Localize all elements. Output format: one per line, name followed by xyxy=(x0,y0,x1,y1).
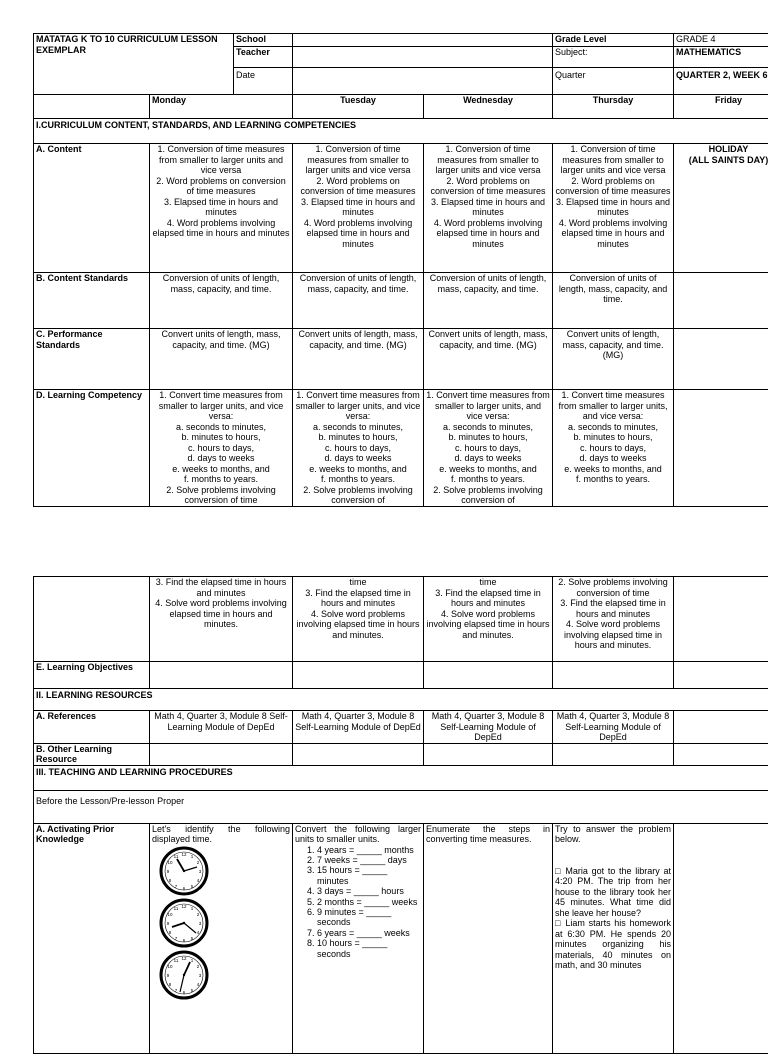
school-label: School xyxy=(234,34,293,47)
svg-text:8: 8 xyxy=(169,930,172,935)
learning-objectives-wednesday xyxy=(424,662,553,689)
activating-friday xyxy=(674,823,768,1053)
section-1-heading: I.CURRICULUM CONTENT, STANDARDS, AND LEARNING COMPETENCIES xyxy=(34,119,768,144)
content-standards-monday: Conversion of units of length, mass, capacity, and time. xyxy=(150,273,293,329)
content-wednesday: 1. Conversion of time measures from smaller to larger units and vice versa 2. Word problems on conversion of time measures 3. Elapsed time in hours and minutes 4. Word problems involving elapsed time in hours and minutes xyxy=(424,144,553,273)
svg-text:3: 3 xyxy=(199,869,202,874)
grade-level-value: GRADE 4 xyxy=(674,34,768,47)
activating-wednesday: Enumerate the steps in converting time measures. xyxy=(424,823,553,1053)
day-wednesday: Wednesday xyxy=(424,95,553,119)
grade-level-label: Grade Level xyxy=(553,34,674,47)
svg-text:2: 2 xyxy=(197,964,200,969)
learning-objectives-label: E. Learning Objectives xyxy=(34,662,150,689)
svg-text:2: 2 xyxy=(197,912,200,917)
svg-text:7: 7 xyxy=(175,884,178,889)
clock-icon xyxy=(154,846,214,896)
learning-competency-friday xyxy=(674,390,768,507)
before-lesson-heading: Before the Lesson/Pre-lesson Proper xyxy=(34,790,768,823)
other-resources-monday xyxy=(150,743,293,765)
exercise-item: 2. 7 weeks = _____ days xyxy=(317,855,421,865)
other-resources-tuesday xyxy=(293,743,424,765)
content-standards-thursday: Conversion of units of length, mass, capacity, and time. xyxy=(553,273,674,329)
content-monday: 1. Conversion of time measures from smaller to larger units and vice versa 2. Word problems on conversion of time measures 3. Elapsed time in hours and minutes 4. Word problems involving elapsed time in hours and minutes xyxy=(150,144,293,273)
svg-text:3: 3 xyxy=(199,921,202,926)
activating-thursday-prompt: Try to answer the problem below. xyxy=(555,824,671,845)
svg-text:7: 7 xyxy=(175,988,178,993)
learning-objectives-tuesday xyxy=(293,662,424,689)
references-friday xyxy=(674,711,768,744)
svg-text:9: 9 xyxy=(167,973,170,978)
svg-text:10: 10 xyxy=(167,964,173,969)
svg-text:1: 1 xyxy=(191,854,194,859)
performance-standards-tuesday: Convert units of length, mass, capacity, and time. (MG) xyxy=(293,329,424,390)
content-standards-label: B. Content Standards xyxy=(34,273,150,329)
day-monday: Monday xyxy=(150,95,293,119)
performance-standards-wednesday: Convert units of length, mass, capacity, and time. (MG) xyxy=(424,329,553,390)
other-resources-thursday xyxy=(553,743,674,765)
exercise-item: 3. 15 hours = _____ minutes xyxy=(317,865,421,886)
svg-text:11: 11 xyxy=(174,906,179,911)
section-2-heading: II. LEARNING RESOURCES xyxy=(34,689,768,711)
svg-text:2: 2 xyxy=(197,860,200,865)
days-corner xyxy=(34,95,150,119)
svg-text:9: 9 xyxy=(167,869,170,874)
svg-text:5: 5 xyxy=(191,988,194,993)
quarter-label: Quarter xyxy=(553,68,674,95)
continued-tuesday: time 3. Find the elapsed time in hours and minutes 4. Solve word problems involving elapsed time in hours and minutes. xyxy=(293,577,424,662)
svg-text:6: 6 xyxy=(183,938,186,943)
svg-text:6: 6 xyxy=(183,886,186,891)
section-3-heading: III. TEACHING AND LEARNING PROCEDURES xyxy=(34,765,768,790)
subject-label: Subject: xyxy=(553,47,674,68)
day-thursday: Thursday xyxy=(553,95,674,119)
day-tuesday: Tuesday xyxy=(293,95,424,119)
references-wednesday: Math 4, Quarter 3, Module 8 Self-Learning Module of DepEd xyxy=(424,711,553,744)
content-tuesday: 1. Conversion of time measures from smaller to larger units and vice versa 2. Word problems on conversion of time measures 3. Elapsed time in hours and minutes 4. Word problems involving elapsed time in hours and minutes xyxy=(293,144,424,273)
teacher-value[interactable] xyxy=(293,47,553,68)
svg-text:10: 10 xyxy=(167,860,173,865)
activating-label: A. Activating Prior Knowledge xyxy=(34,823,150,1053)
activating-tuesday xyxy=(293,823,424,1053)
svg-text:4: 4 xyxy=(197,878,200,883)
svg-text:4: 4 xyxy=(197,930,200,935)
continued-friday xyxy=(674,577,768,662)
clock-display-list xyxy=(152,846,290,1000)
svg-text:8: 8 xyxy=(169,982,172,987)
exercise-item: 5. 2 months = _____ weeks xyxy=(317,897,421,907)
performance-standards-label: C. Performance Standards xyxy=(34,329,150,390)
content-standards-tuesday: Conversion of units of length, mass, capacity, and time. xyxy=(293,273,424,329)
doc-title: MATATAG K TO 10 CURRICULUM LESSON EXEMPLAR xyxy=(34,34,234,95)
content-friday-holiday: HOLIDAY (ALL SAINTS DAY) xyxy=(674,144,768,273)
continued-wednesday: time 3. Find the elapsed time in hours and minutes 4. Solve word problems involving elapsed time in hours and minutes. xyxy=(424,577,553,662)
references-thursday: Math 4, Quarter 3, Module 8 Self-Learning Module of DepEd xyxy=(553,711,674,744)
learning-competency-label: D. Learning Competency xyxy=(34,390,150,507)
svg-text:12: 12 xyxy=(181,956,187,961)
content-label: A. Content xyxy=(34,144,150,273)
date-label: Date xyxy=(234,68,293,95)
clock-icon xyxy=(154,950,214,1000)
exercise-item: 4. 3 days = _____ hours xyxy=(317,886,421,896)
svg-text:5: 5 xyxy=(191,936,194,941)
performance-standards-thursday: Convert units of length, mass, capacity, and time. (MG) xyxy=(553,329,674,390)
svg-text:9: 9 xyxy=(167,921,170,926)
word-problem-1: □ Maria got to the library at 4:20 PM. The trip from her house to the library took her 45 minutes. What time did she leave her house? xyxy=(555,866,671,919)
learning-competency-monday: 1. Convert time measures from smaller to larger units, and vice versa: a. seconds to minutes, b. minutes to hours, c. hours to days, d. days to weeks e. weeks to months, and f. months to years. 2. Solve problems involving conversion of time xyxy=(150,390,293,507)
lesson-exemplar-table-page2 xyxy=(33,576,768,1054)
svg-text:11: 11 xyxy=(174,854,179,859)
word-problem-2: □ Liam starts his homework at 6:30 PM. He spends 20 minutes organizing his materials, 40 minutes on math, and 30 minutes xyxy=(555,918,671,971)
learning-competency-tuesday: 1. Convert time measures from smaller to larger units, and vice versa: a. seconds to minutes, b. minutes to hours, c. hours to days, d. days to weeks e. weeks to months, and f. months to years. 2. Solve problems involving conversion of xyxy=(293,390,424,507)
performance-standards-friday xyxy=(674,329,768,390)
lesson-exemplar-table-page1 xyxy=(33,33,768,507)
references-label: A. References xyxy=(34,711,150,744)
date-value[interactable] xyxy=(293,68,553,95)
subject-value: MATHEMATICS xyxy=(674,47,768,68)
svg-text:6: 6 xyxy=(183,990,186,995)
learning-competency-thursday: 1. Convert time measures from smaller to larger units, and vice versa: a. seconds to minutes, b. minutes to hours, c. hours to days, d. days to weeks e. weeks to months, and f. months to years. xyxy=(553,390,674,507)
references-tuesday: Math 4, Quarter 3, Module 8 Self-Learning Module of DepEd xyxy=(293,711,424,744)
svg-text:11: 11 xyxy=(174,958,179,963)
content-standards-friday xyxy=(674,273,768,329)
learning-objectives-monday xyxy=(150,662,293,689)
svg-text:1: 1 xyxy=(191,958,194,963)
content-standards-wednesday: Conversion of units of length, mass, capacity, and time. xyxy=(424,273,553,329)
activating-thursday xyxy=(553,823,674,1053)
other-resources-label: B. Other Learning Resource xyxy=(34,743,150,765)
learning-objectives-friday xyxy=(674,662,768,689)
school-value[interactable] xyxy=(293,34,553,47)
activating-monday xyxy=(150,823,293,1053)
svg-text:12: 12 xyxy=(181,904,187,909)
svg-text:12: 12 xyxy=(181,852,187,857)
performance-standards-monday: Convert units of length, mass, capacity, and time. (MG) xyxy=(150,329,293,390)
exercise-item: 6. 9 minutes = _____ seconds xyxy=(317,907,421,928)
references-monday: Math 4, Quarter 3, Module 8 Self-Learning Module of DepEd xyxy=(150,711,293,744)
clock-icon xyxy=(154,898,214,948)
svg-text:8: 8 xyxy=(169,878,172,883)
exercise-item: 8. 10 hours = _____ seconds xyxy=(317,938,421,959)
svg-text:10: 10 xyxy=(167,912,173,917)
other-resources-friday xyxy=(674,743,768,765)
teacher-label: Teacher xyxy=(234,47,293,68)
learning-objectives-thursday xyxy=(553,662,674,689)
exercise-item: 1. 4 years = _____ months xyxy=(317,845,421,855)
continued-label xyxy=(34,577,150,662)
svg-text:5: 5 xyxy=(191,884,194,889)
content-thursday: 1. Conversion of time measures from smaller to larger units and vice versa 2. Word problems on conversion of time measures 3. Elapsed time in hours and minutes 4. Word problems involving elapsed time in hours and minutes xyxy=(553,144,674,273)
activating-monday-prompt: Let's identify the following displayed time. xyxy=(152,824,290,845)
svg-text:3: 3 xyxy=(199,973,202,978)
svg-text:7: 7 xyxy=(175,936,178,941)
svg-text:1: 1 xyxy=(191,906,194,911)
continued-monday: 3. Find the elapsed time in hours and minutes 4. Solve word problems involving elapsed time in hours and minutes. xyxy=(150,577,293,662)
conversion-exercise-list xyxy=(295,845,421,959)
continued-thursday: 2. Solve problems involving conversion of time 3. Find the elapsed time in hours and minutes 4. Solve word problems involving elapsed time in hours and minutes. xyxy=(553,577,674,662)
svg-text:4: 4 xyxy=(197,982,200,987)
day-friday: Friday xyxy=(674,95,768,119)
exercise-item: 7. 6 years = _____ weeks xyxy=(317,928,421,938)
other-resources-wednesday xyxy=(424,743,553,765)
activating-tuesday-prompt: Convert the following larger units to smaller units. xyxy=(295,824,421,845)
learning-competency-wednesday: 1. Convert time measures from smaller to larger units, and vice versa: a. seconds to minutes, b. minutes to hours, c. hours to days, d. days to weeks e. weeks to months, and f. months to years. 2. Solve problems involving conversion of xyxy=(424,390,553,507)
quarter-value: QUARTER 2, WEEK 6 xyxy=(674,68,768,95)
